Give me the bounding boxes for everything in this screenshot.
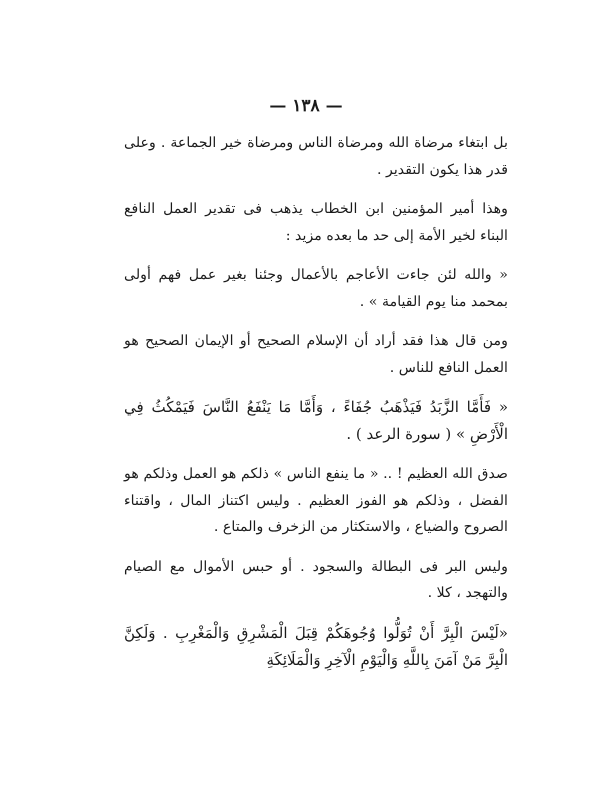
paragraph: ومن قال هذا فقد أراد أن الإسلام الصحيح أو الإيمان الصحيح هو العمل النافع للناس . [124,333,508,376]
paragraph: صدق الله العظيم ! .. « ما ينفع الناس » ذلكم هو العمل وذلكم هو الفضل ، وذلكم هو الفوز العظيم . وليس اكتناز المال ، واقتناء الصروح والضياع ، والاستكثار من الزخرف والمتاع . [124,466,508,535]
quran-verse: « فَأَمَّا الزَّبَدُ فَيَذْهَبُ جُفَاءً ، وَأَمَّا مَا يَنْفَعُ النَّاسَ فَيَمْكُثُ فِي الْأَرْضِ » ( سورة الرعد ) . [124,398,508,443]
paragraph: وهذا أمير المؤمنين ابن الخطاب يذهب فى تقدير العمل النافع البناء لخير الأمة إلى حد ما بعده مزيد : [124,201,508,244]
quran-verse: «لَيْسَ الْبِرَّ أَنْ تُوَلُّوا وُجُوهَكُمْ قِبَلَ الْمَشْرِقِ وَالْمَغْرِبِ . وَلَكِنَّ الْبِرَّ مَنْ آمَنَ بِاللَّهِ وَالْيَوْمِ الْآخِرِ وَالْمَلَائِكَةِ [124,623,508,669]
body-text [124,130,508,678]
paragraph: وليس البر فى البطالة والسجود . أو حبس الأموال مع الصيام والتهجد ، كلا . [124,558,508,601]
paragraph: بل ابتغاء مرضاة الله ومرضاة الناس ومرضاة خير الجماعة . وعلى قدر هذا يكون التقدير . [124,135,508,178]
page-number: — ١٣٨ — [269,96,343,116]
quote-paragraph: « والله لئن جاءت الأعاجم بالأعمال وجئنا بغير عمل فهم أولى بمحمد منا يوم القيامة » . [124,267,508,310]
